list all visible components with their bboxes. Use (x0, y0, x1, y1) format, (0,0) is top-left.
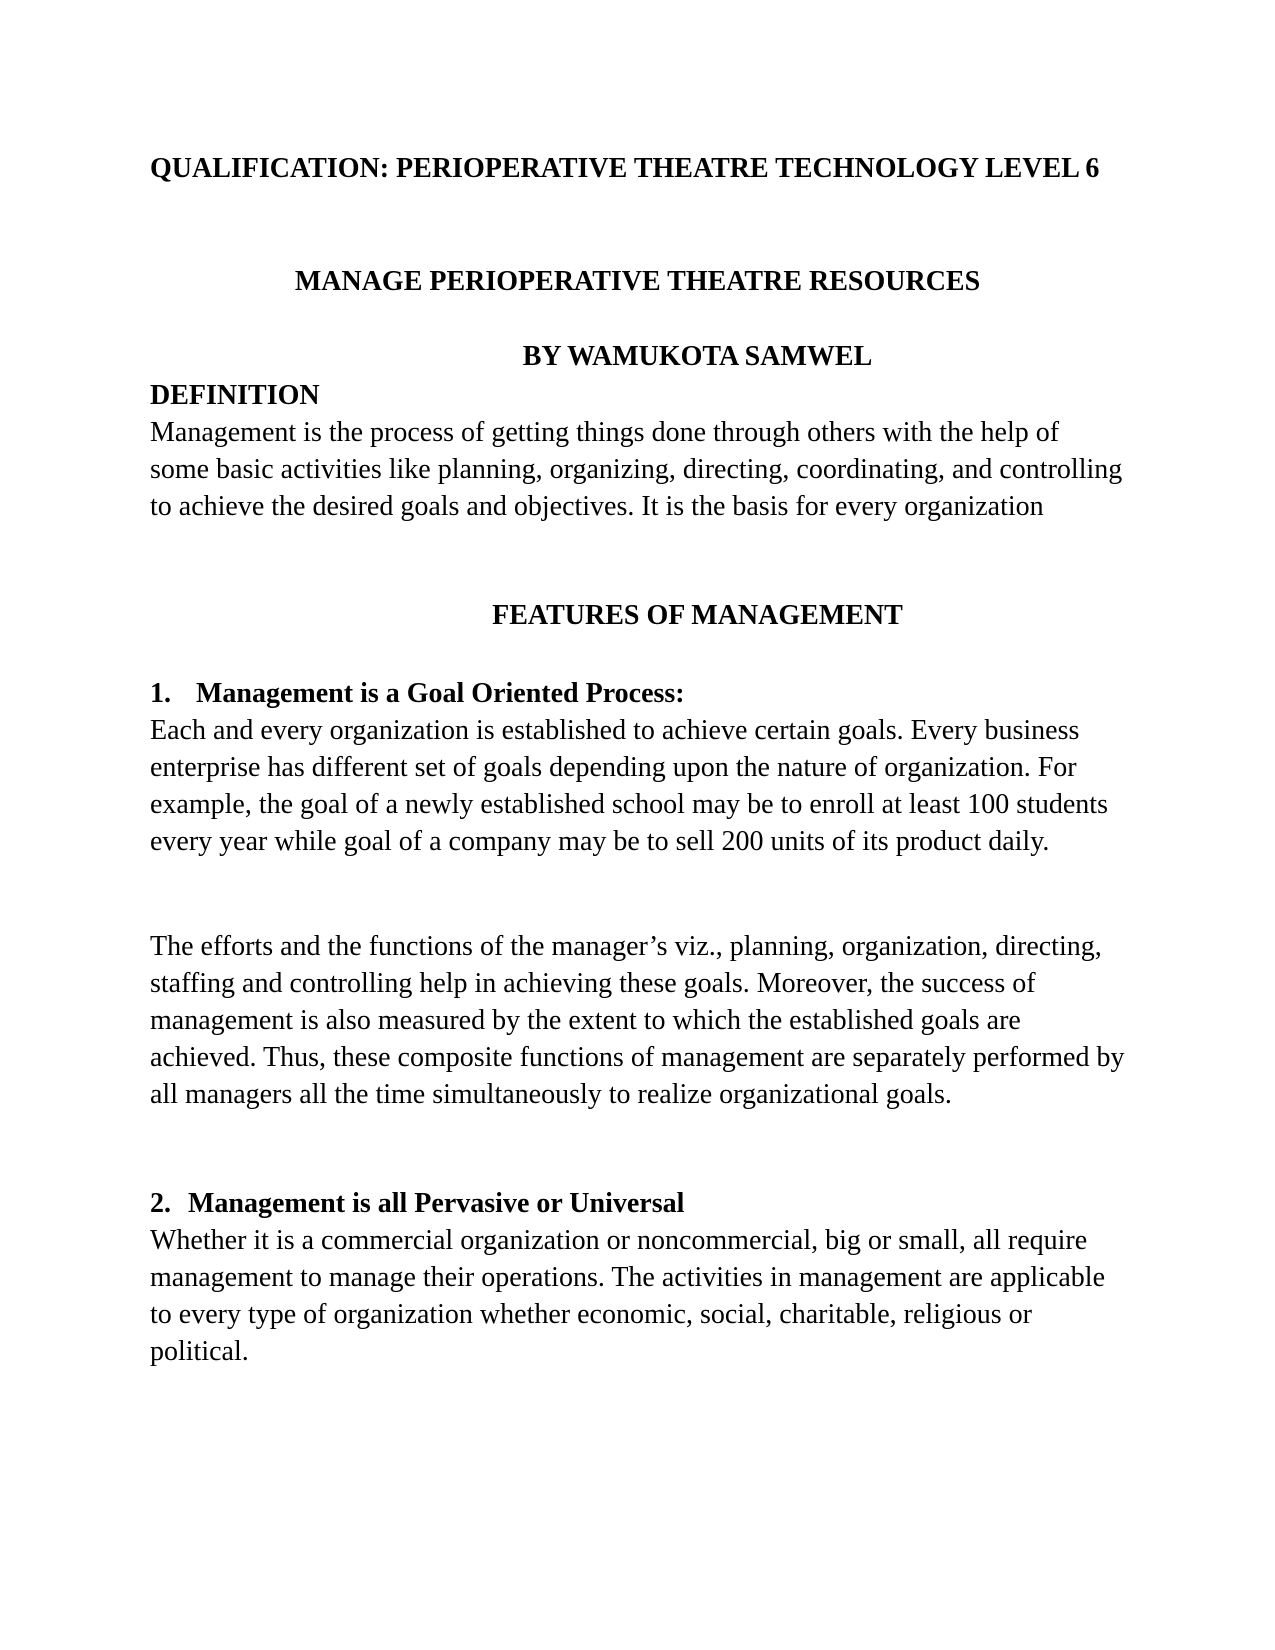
definition-heading: DEFINITION (150, 380, 320, 411)
feature-2-number: 2. (150, 1188, 171, 1219)
course-title: MANAGE PERIOPERATIVE THEATRE RESOURCES (294, 266, 981, 297)
feature-2-title: Management is all Pervasive or Universal (188, 1188, 685, 1219)
feature-1-title: Management is a Goal Oriented Process: (196, 678, 685, 709)
qualification-title: QUALIFICATION: PERIOPERATIVE THEATRE TECHNOLOGY LEVEL 6 (150, 153, 1100, 184)
feature-1-paragraph-1: Each and every organization is established to achieve certain goals. Every business enterprise has different set of goals depending upon the nature of organization. For example, the goal of a newly established school may be to enroll at least 100 students every year while goal of a company may be to sell 200 units of its product daily. (150, 715, 1108, 857)
definition-paragraph: Management is the process of getting things done through others with the help of some basic activities like planning, organizing, directing, coordinating, and controlling to achieve the desired goals and objectives. It is the basis for every organization (150, 417, 1123, 522)
feature-2-heading (150, 1185, 1125, 1222)
features-heading: FEATURES OF MANAGEMENT (492, 600, 903, 631)
feature-1-paragraph-2: The efforts and the functions of the manager’s viz., planning, organization, directing, staffing and controlling help in achieving these goals. Moreover, the success of management is also measured by the extent to which the established goals are achieved. Thus, these composite functions of management are separately performed by all managers all the time simultaneously to realize organizational goals. (150, 931, 1125, 1110)
feature-1-number: 1. (150, 678, 171, 709)
author-line: BY WAMUKOTA SAMWEL (522, 341, 873, 372)
feature-2-paragraph-1: Whether it is a commercial organization or noncommercial, big or small, all require management to manage their operations. The activities in management are applicable to every type of organization whether economic, social, charitable, religious or political. (150, 1225, 1105, 1367)
feature-1-heading (150, 675, 1125, 712)
